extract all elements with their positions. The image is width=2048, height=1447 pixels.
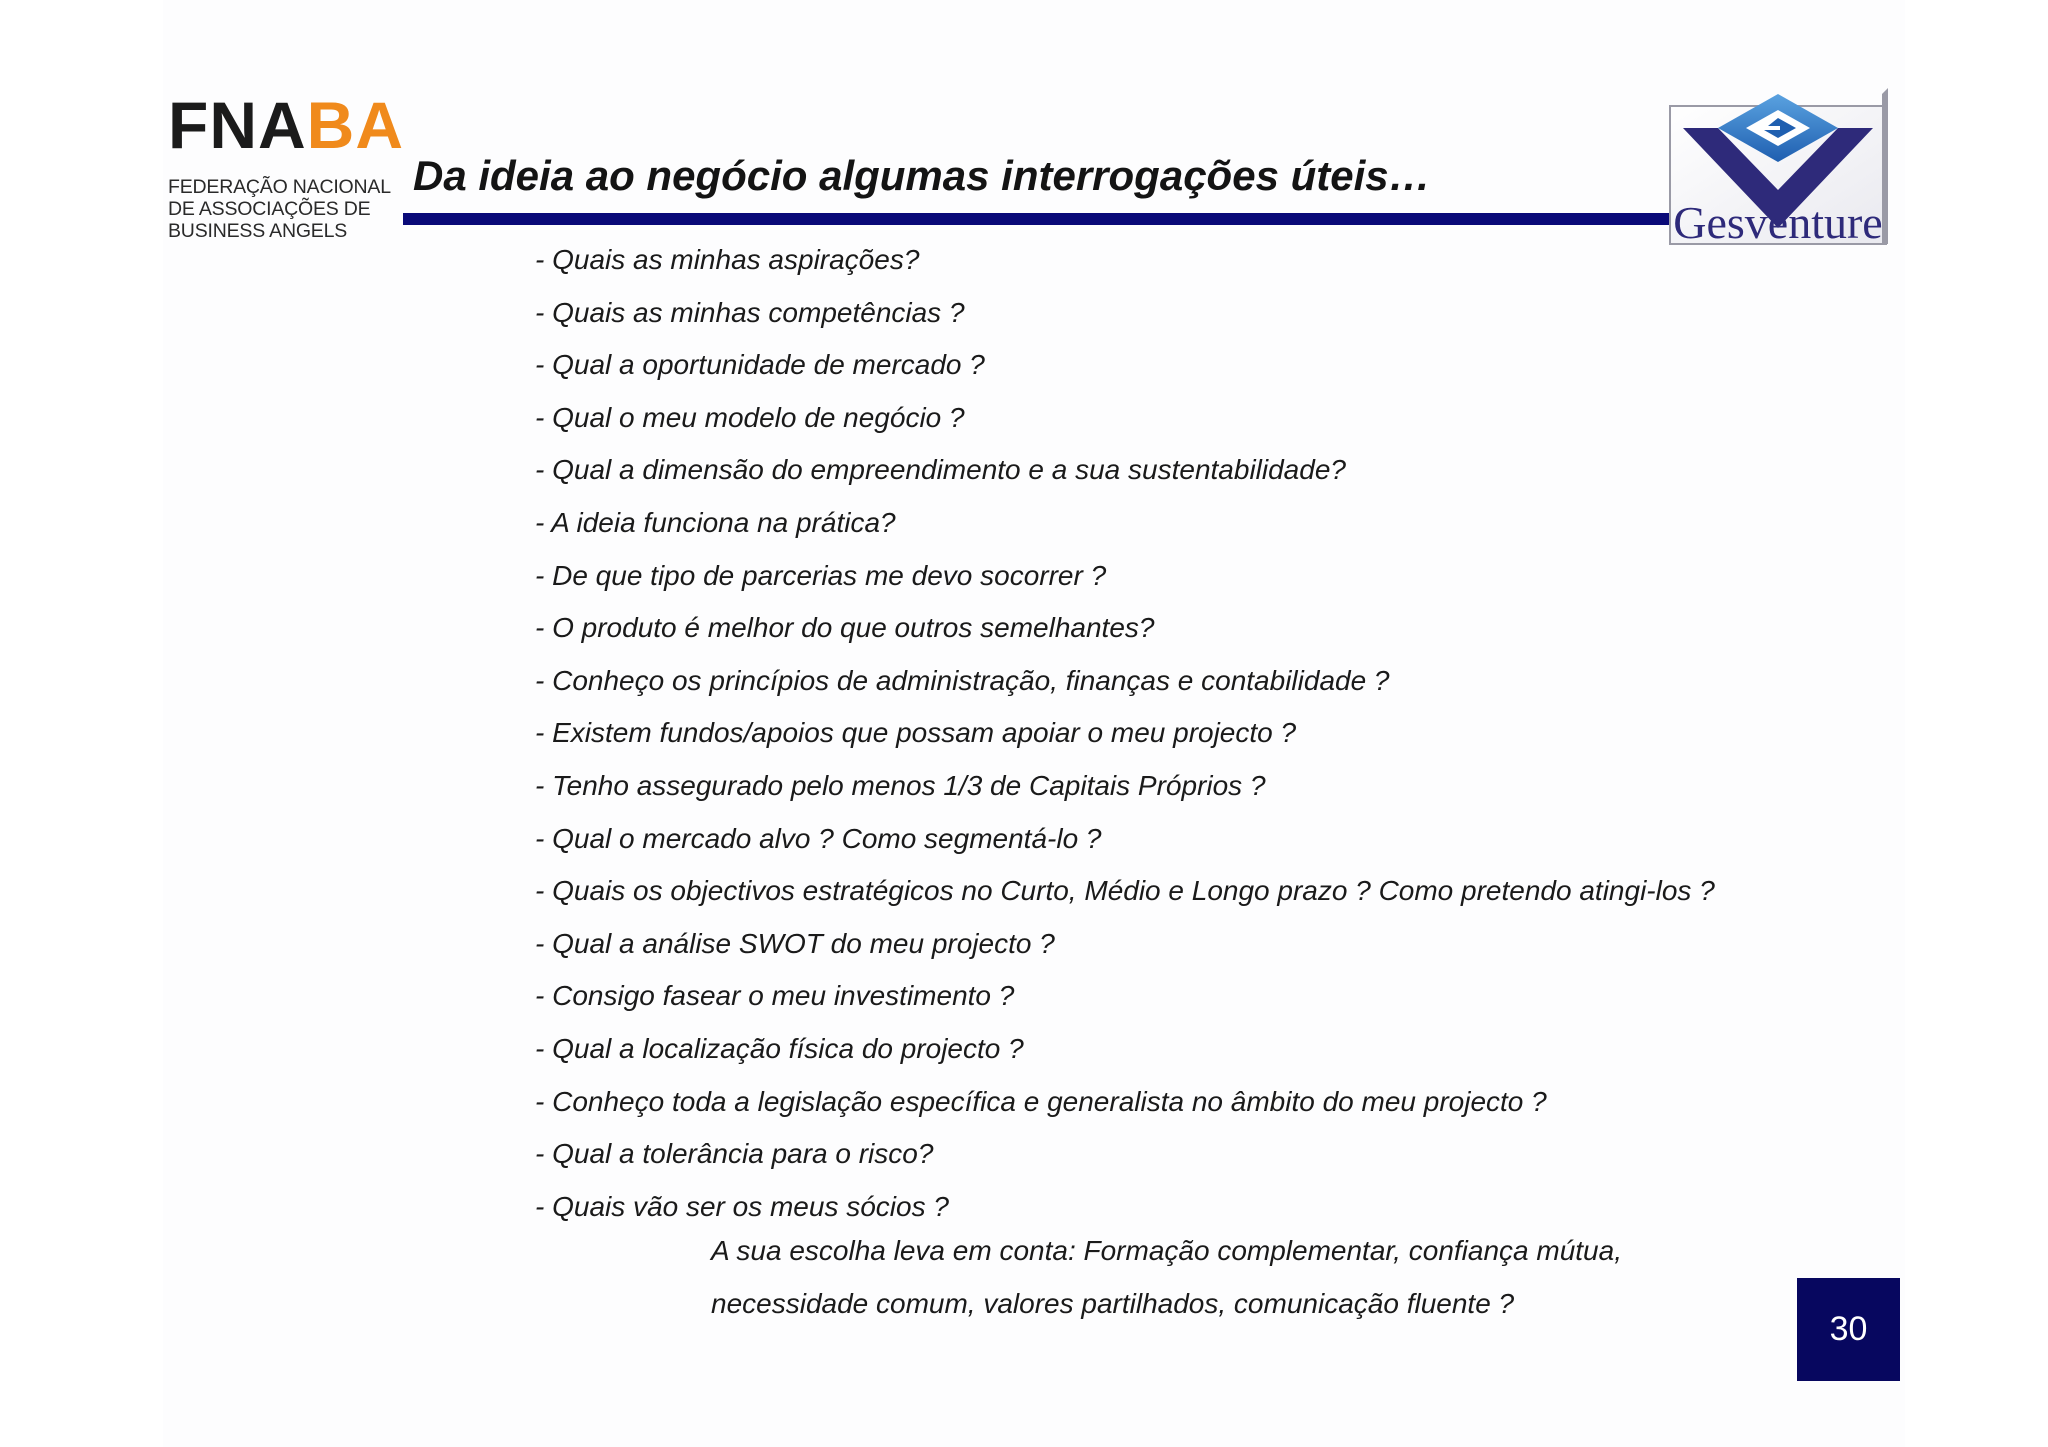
- question-item: - Consigo fasear o meu investimento ?: [535, 980, 1015, 1012]
- question-item: - Quais vão ser os meus sócios ?: [535, 1190, 949, 1222]
- question-item: - Qual a tolerância para o risco?: [535, 1138, 934, 1170]
- question-list: [535, 234, 1715, 1233]
- gesventure-logo-graphic: [1668, 88, 1888, 246]
- slide-title: Da ideia ao negócio algumas interrogações úteis…: [413, 152, 1431, 199]
- question-item: - De que tipo de parcerias me devo socorrer ?: [535, 559, 1107, 591]
- fnaba-subtitle-line: DE ASSOCIAÇÕES DE: [168, 198, 371, 220]
- question-item: - O produto é melhor do que outros semelhantes?: [535, 612, 1155, 644]
- question-item: - Qual a dimensão do empreendimento e a sua sustentabilidade?: [535, 454, 1346, 486]
- question-item: - Existem fundos/apoios que possam apoiar o meu projecto ?: [535, 717, 1297, 749]
- fnaba-logo-word-dark: FNA: [168, 88, 307, 162]
- note-line: necessidade comum, valores partilhados, comunicação fluente ?: [711, 1287, 1515, 1319]
- fnaba-subtitle-line: FEDERAÇÃO NACIONAL: [168, 176, 391, 198]
- title-underline: [403, 213, 1673, 225]
- question-item: - Conheço toda a legislação específica e generalista no âmbito do meu projecto ?: [535, 1085, 1547, 1117]
- question-item: - Qual a oportunidade de mercado ?: [535, 349, 985, 381]
- question-item: - Quais os objectivos estratégicos no Curto, Médio e Longo prazo ? Como pretendo atingi-los ?: [535, 875, 1715, 907]
- fnaba-logo-subtitle: [168, 176, 408, 242]
- partners-note: [711, 1225, 1622, 1330]
- question-item: - Quais as minhas aspirações?: [535, 244, 920, 275]
- question-item: - Quais as minhas competências ?: [535, 296, 965, 328]
- note-line: A sua escolha leva em conta: Formação complementar, confiança mútua,: [711, 1235, 1622, 1266]
- question-item: - Tenho assegurado pelo menos 1/3 de Capitais Próprios ?: [535, 769, 1266, 801]
- question-item: - Conheço os princípios de administração, finanças e contabilidade ?: [535, 664, 1390, 696]
- fnaba-logo: [168, 88, 408, 242]
- question-item: - Qual o meu modelo de negócio ?: [535, 401, 965, 433]
- gesventure-logo-text: Gesventure: [1673, 197, 1883, 246]
- gesventure-logo: [1668, 88, 1888, 246]
- question-item: - A ideia funciona na prática?: [535, 506, 896, 538]
- fnaba-logo-word: [168, 88, 408, 162]
- page-number-badge: 30: [1797, 1278, 1900, 1381]
- question-item: - Qual o mercado alvo ? Como segmentá-lo ?: [535, 822, 1102, 854]
- fnaba-logo-word-accent: BA: [306, 88, 404, 162]
- question-item: - Qual a análise SWOT do meu projecto ?: [535, 927, 1055, 959]
- fnaba-subtitle-line: BUSINESS ANGELS: [168, 220, 348, 242]
- question-item: - Qual a localização física do projecto ?: [535, 1032, 1024, 1064]
